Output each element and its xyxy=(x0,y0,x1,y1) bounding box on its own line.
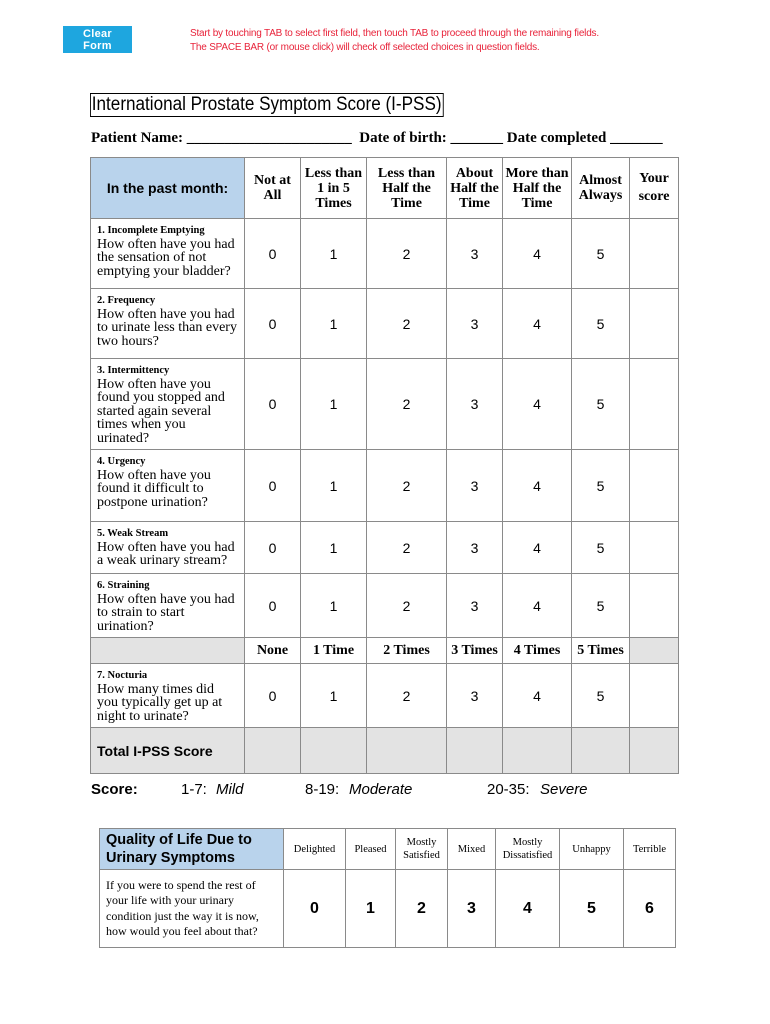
answer-option-1[interactable]: 1 xyxy=(301,664,367,728)
grey-cell xyxy=(91,638,245,664)
quality-of-life-table xyxy=(99,828,676,948)
question-title: 5. Weak Stream xyxy=(97,528,169,539)
answer-option-4[interactable]: 4 xyxy=(503,450,572,522)
instructions-line-1: Start by touching TAB to select first field, then touch TAB to proceed through the remaining fields. xyxy=(190,28,599,39)
nocturia-column-2: 2 Times xyxy=(367,638,447,664)
table-row xyxy=(91,219,679,289)
answer-option-1[interactable]: 1 xyxy=(301,522,367,574)
answer-option-0[interactable]: 0 xyxy=(245,522,301,574)
answer-option-1[interactable]: 1 xyxy=(301,219,367,289)
answer-option-5[interactable]: 5 xyxy=(572,359,630,450)
grey-cell xyxy=(630,638,679,664)
qol-label-5: Unhappy xyxy=(560,829,624,870)
nocturia-column-5: 5 Times xyxy=(572,638,630,664)
column-header-5: Almost Always xyxy=(572,158,630,219)
score-field[interactable] xyxy=(630,289,679,359)
score-field[interactable] xyxy=(630,219,679,289)
answer-option-2[interactable]: 2 xyxy=(367,219,447,289)
total-ipss-label: Total I-PSS Score xyxy=(91,728,245,774)
qol-option-4[interactable]: 4 xyxy=(496,870,560,948)
page-title: International Prostate Symptom Score (I-PSS) xyxy=(91,94,442,115)
score-legend xyxy=(91,781,691,801)
answer-option-0[interactable]: 0 xyxy=(245,359,301,450)
answer-option-0[interactable]: 0 xyxy=(245,450,301,522)
answer-option-4[interactable]: 4 xyxy=(503,359,572,450)
nocturia-column-3: 3 Times xyxy=(447,638,503,664)
qol-header-row xyxy=(100,829,676,870)
answer-option-1[interactable]: 1 xyxy=(301,574,367,638)
patient-info-line: Patient Name: ______________________ Date of birth: _______ Date completed _______ xyxy=(91,130,663,146)
answer-option-1[interactable]: 1 xyxy=(301,359,367,450)
question-text: How often have you had to strain to start urination? xyxy=(97,591,235,634)
qol-option-0[interactable]: 0 xyxy=(284,870,346,948)
ipss-table xyxy=(90,157,679,774)
column-header-3: About Half the Time xyxy=(447,158,503,219)
table-row xyxy=(91,664,679,728)
grey-cell xyxy=(503,728,572,774)
clear-form-button[interactable]: Clear Form xyxy=(63,26,132,53)
question-cell-2 xyxy=(91,289,245,359)
question-cell-7 xyxy=(91,664,245,728)
qol-answer-row xyxy=(100,870,676,948)
column-header-4: More than Half the Time xyxy=(503,158,572,219)
answer-option-2[interactable]: 2 xyxy=(367,289,447,359)
header-in-the-past-month: In the past month: xyxy=(91,158,245,219)
column-header-your-score: Your score xyxy=(630,158,679,219)
question-title: 3. Intermittency xyxy=(97,365,170,376)
answer-option-5[interactable]: 5 xyxy=(572,289,630,359)
column-header-1: Less than 1 in 5 Times xyxy=(301,158,367,219)
question-cell-3 xyxy=(91,359,245,450)
grey-cell xyxy=(301,728,367,774)
question-title: 4. Urgency xyxy=(97,456,146,467)
answer-option-3[interactable]: 3 xyxy=(447,574,503,638)
nocturia-column-1: 1 Time xyxy=(301,638,367,664)
answer-option-0[interactable]: 0 xyxy=(245,574,301,638)
answer-option-0[interactable]: 0 xyxy=(245,219,301,289)
question-text: How often have you had to urinate less than every two hours? xyxy=(97,306,237,349)
ipss-header-row xyxy=(91,158,679,219)
answer-option-4[interactable]: 4 xyxy=(503,664,572,728)
question-cell-5 xyxy=(91,522,245,574)
qol-option-3[interactable]: 3 xyxy=(448,870,496,948)
score-moderate: Moderate xyxy=(349,781,413,798)
qol-label-3: Mixed xyxy=(448,829,496,870)
answer-option-3[interactable]: 3 xyxy=(447,664,503,728)
answer-option-3[interactable]: 3 xyxy=(447,522,503,574)
column-header-2: Less than Half the Time xyxy=(367,158,447,219)
score-field[interactable] xyxy=(630,359,679,450)
column-header-0: Not at All xyxy=(245,158,301,219)
score-severe-range: 20-35: xyxy=(487,781,530,798)
nocturia-column-4: 4 Times xyxy=(503,638,572,664)
qol-label-1: Pleased xyxy=(346,829,396,870)
answer-option-5[interactable]: 5 xyxy=(572,522,630,574)
question-cell-4 xyxy=(91,450,245,522)
answer-option-5[interactable]: 5 xyxy=(572,574,630,638)
score-moderate-range: 8-19: xyxy=(305,781,340,798)
answer-option-4[interactable]: 4 xyxy=(503,522,572,574)
answer-option-5[interactable]: 5 xyxy=(572,219,630,289)
answer-option-2[interactable]: 2 xyxy=(367,450,447,522)
score-field[interactable] xyxy=(630,664,679,728)
answer-option-5[interactable]: 5 xyxy=(572,664,630,728)
table-row xyxy=(91,450,679,522)
nocturia-column-0: None xyxy=(245,638,301,664)
qol-option-1[interactable]: 1 xyxy=(346,870,396,948)
question-title: 2. Frequency xyxy=(97,295,156,306)
qol-option-2[interactable]: 2 xyxy=(396,870,448,948)
score-field[interactable] xyxy=(630,522,679,574)
answer-option-3[interactable]: 3 xyxy=(447,450,503,522)
table-row xyxy=(91,522,679,574)
question-text: How often have you had a weak urinary stream? xyxy=(97,539,235,568)
table-row xyxy=(91,289,679,359)
question-title: 6. Straining xyxy=(97,580,150,591)
question-title: 1. Incomplete Emptying xyxy=(97,225,205,236)
question-text: How often have you had the sensation of not emptying your bladder? xyxy=(97,236,235,279)
answer-option-1[interactable]: 1 xyxy=(301,450,367,522)
qol-question: If you were to spend the rest of your life with your urinary condition just the way it is now, how would you feel about that? xyxy=(100,870,284,948)
total-score-field[interactable] xyxy=(630,728,679,774)
answer-option-3[interactable]: 3 xyxy=(447,289,503,359)
table-row xyxy=(91,574,679,638)
answer-option-2[interactable]: 2 xyxy=(367,359,447,450)
answer-option-4[interactable]: 4 xyxy=(503,574,572,638)
grey-cell xyxy=(447,728,503,774)
answer-option-0[interactable]: 0 xyxy=(245,664,301,728)
score-severe: Severe xyxy=(540,781,588,798)
qol-option-5[interactable]: 5 xyxy=(560,870,624,948)
grey-cell xyxy=(367,728,447,774)
answer-option-2[interactable]: 2 xyxy=(367,574,447,638)
nocturia-header-row xyxy=(91,638,679,664)
score-mild: Mild xyxy=(216,781,244,798)
score-legend-label: Score: xyxy=(91,781,138,798)
answer-option-0[interactable]: 0 xyxy=(245,289,301,359)
qol-label-0: Delighted xyxy=(284,829,346,870)
instructions-line-2: The SPACE BAR (or mouse click) will check off selected choices in question fields. xyxy=(190,41,540,53)
answer-option-3[interactable]: 3 xyxy=(447,219,503,289)
answer-option-5[interactable]: 5 xyxy=(572,450,630,522)
table-row xyxy=(91,359,679,450)
question-cell-1 xyxy=(91,219,245,289)
answer-option-4[interactable]: 4 xyxy=(503,289,572,359)
score-field[interactable] xyxy=(630,574,679,638)
question-text: How many times did you typically get up at night to urinate? xyxy=(97,681,223,724)
answer-option-3[interactable]: 3 xyxy=(447,359,503,450)
question-text: How often have you found it difficult to postpone urination? xyxy=(97,467,211,510)
answer-option-2[interactable]: 2 xyxy=(367,522,447,574)
answer-option-2[interactable]: 2 xyxy=(367,664,447,728)
qol-label-2: Mostly Satisfied xyxy=(396,829,448,870)
qol-option-6[interactable]: 6 xyxy=(624,870,676,948)
instructions xyxy=(190,27,599,54)
qol-header: Quality of Life Due to Urinary Symptoms xyxy=(100,829,284,870)
grey-cell xyxy=(245,728,301,774)
grey-cell xyxy=(572,728,630,774)
question-text: How often have you found you stopped and started again several times when you urinated? xyxy=(97,376,225,446)
qol-label-4: Mostly Dissatisfied xyxy=(496,829,560,870)
answer-option-4[interactable]: 4 xyxy=(503,219,572,289)
score-field[interactable] xyxy=(630,450,679,522)
qol-label-6: Terrible xyxy=(624,829,676,870)
question-cell-6 xyxy=(91,574,245,638)
score-mild-range: 1-7: xyxy=(181,781,207,798)
question-title: 7. Nocturia xyxy=(97,670,148,681)
total-row xyxy=(91,728,679,774)
answer-option-1[interactable]: 1 xyxy=(301,289,367,359)
